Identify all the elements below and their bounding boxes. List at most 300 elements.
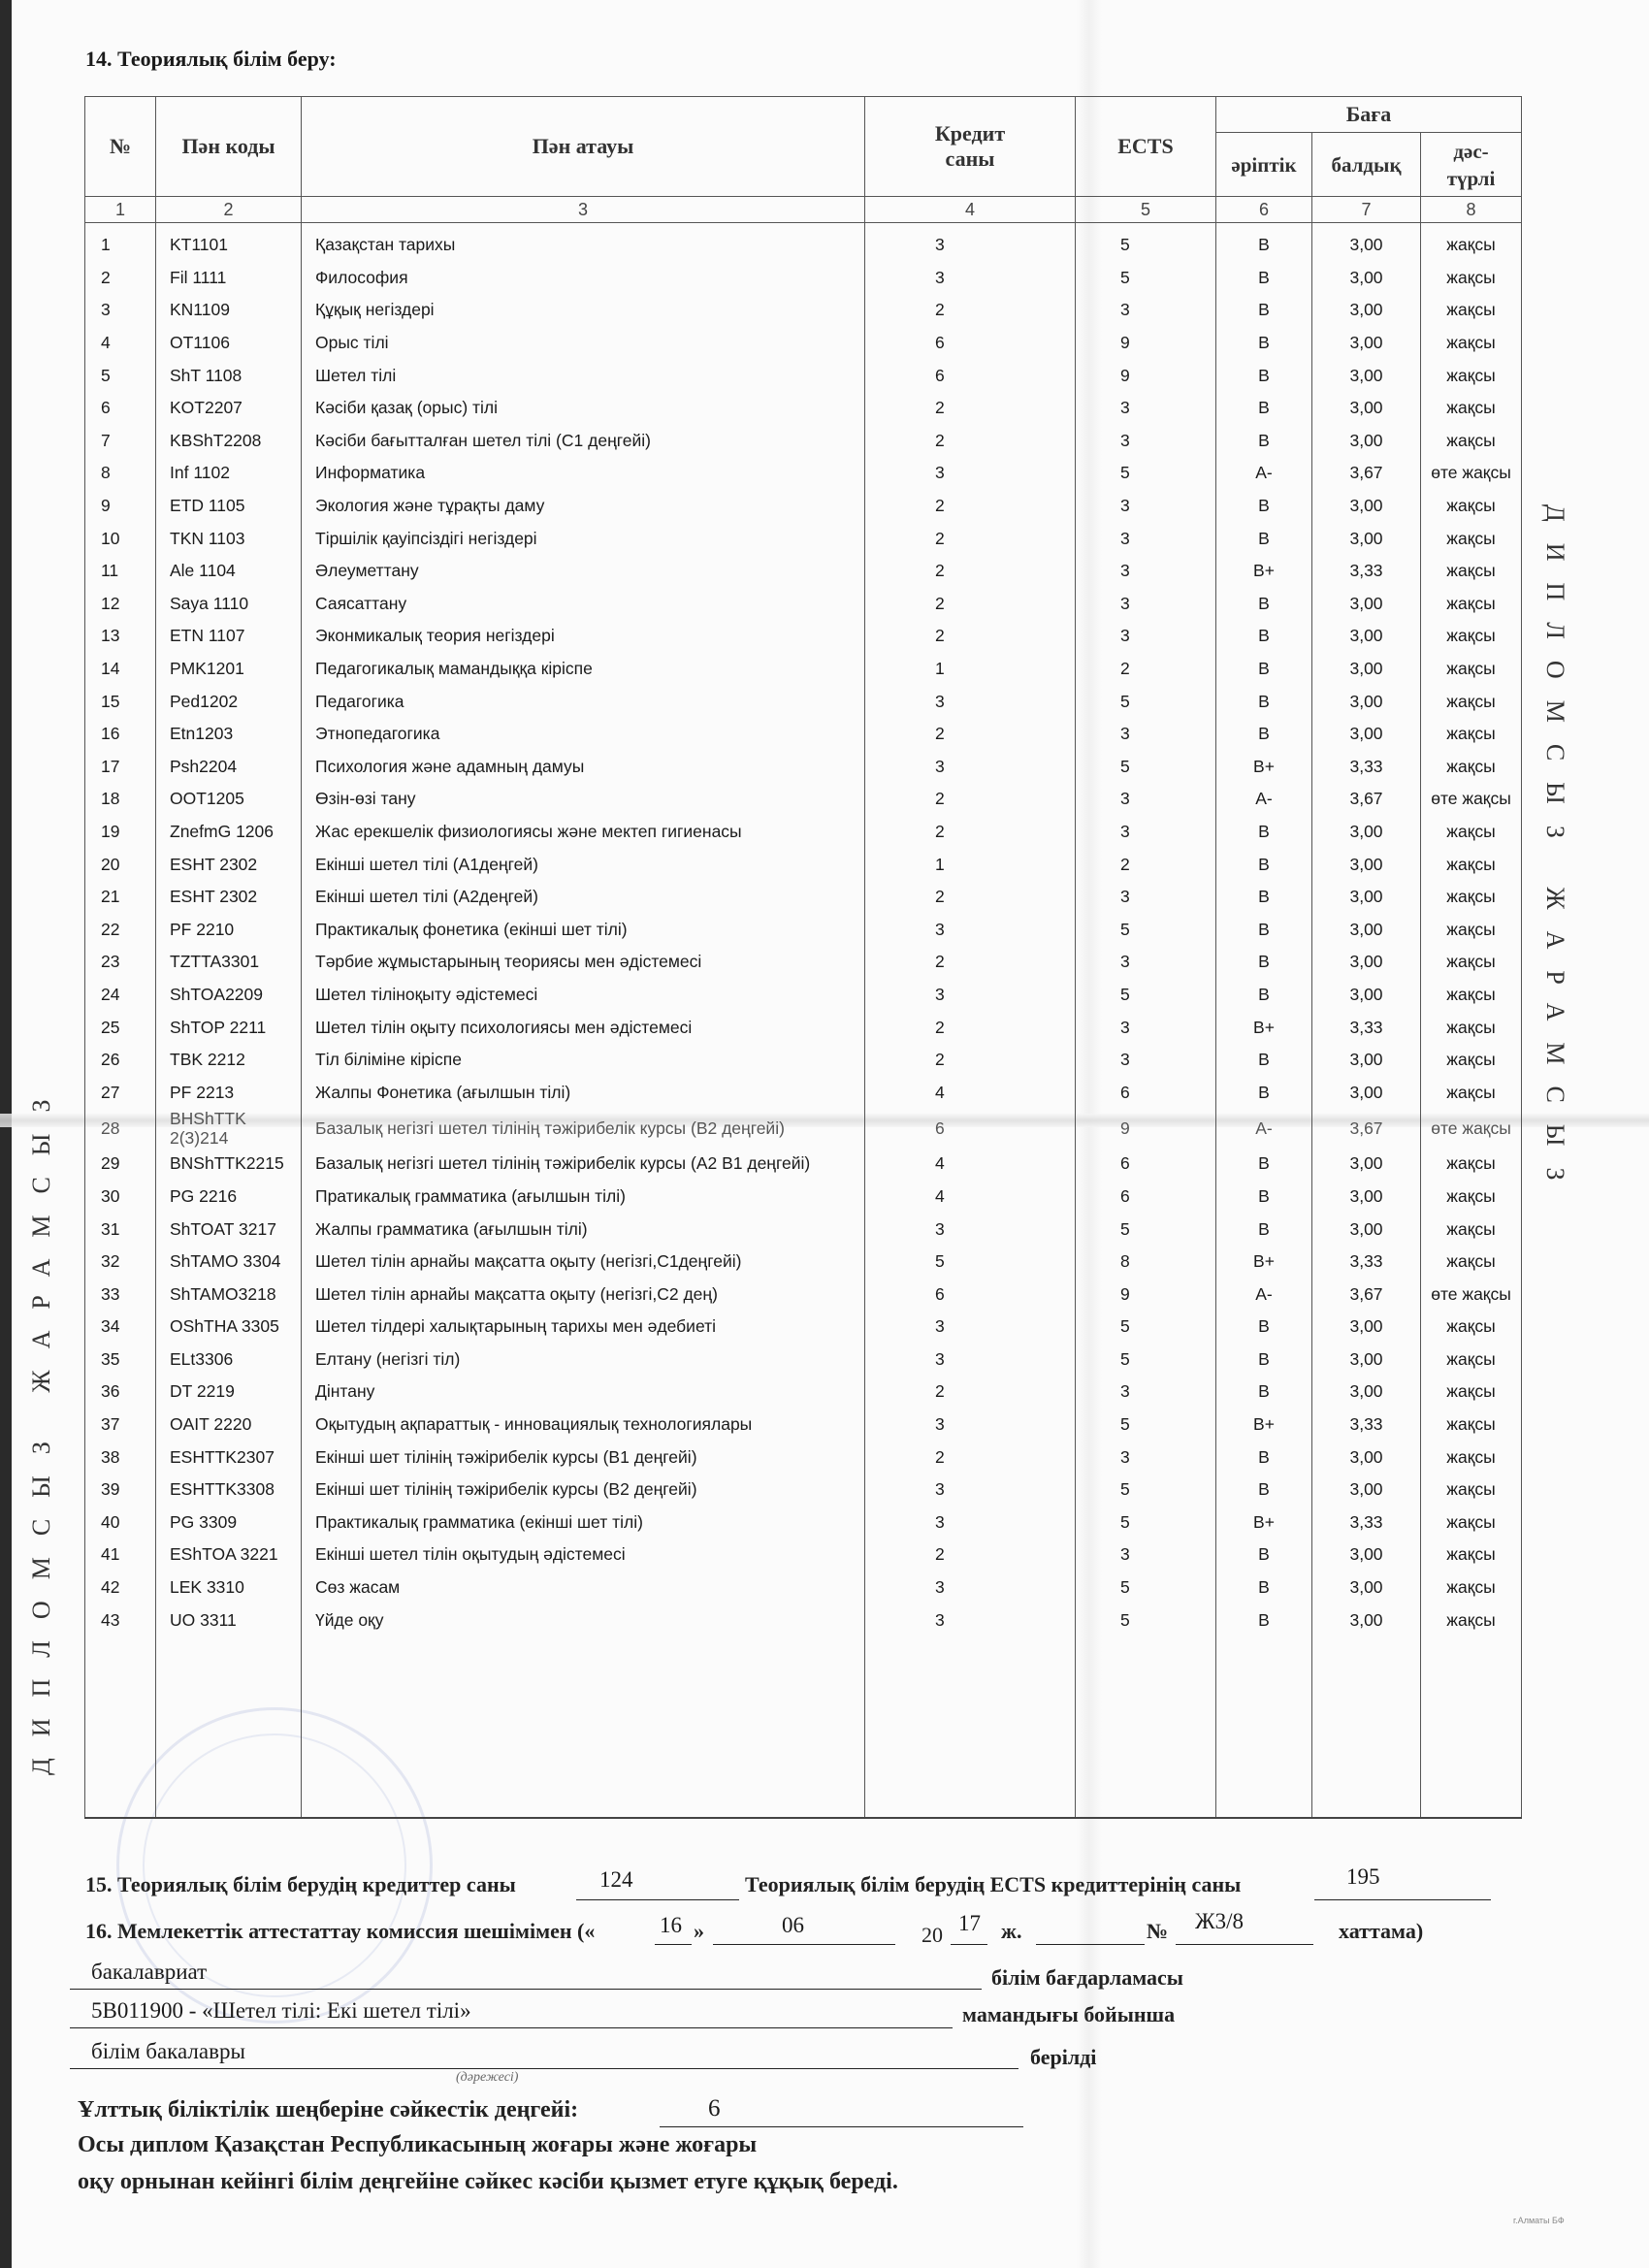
header-points: балдық xyxy=(1312,133,1421,197)
degree-suffix: берілді xyxy=(1030,2045,1097,2069)
cell-letter: B+ xyxy=(1216,1011,1312,1044)
cell-code: ShTOP 2211 xyxy=(156,1011,302,1044)
year-value: 17 xyxy=(958,1911,981,1935)
cell-credits: 3 xyxy=(865,913,1076,946)
cell-name: Тәрбие жұмыстарының теориясы мен әдістемесі xyxy=(302,946,865,979)
table-row xyxy=(85,425,1522,458)
cell-credits: 2 xyxy=(865,620,1076,653)
table-row xyxy=(85,457,1522,490)
cell-code: ETN 1107 xyxy=(156,620,302,653)
grades-table xyxy=(84,96,1522,1819)
cell-letter: B xyxy=(1216,490,1312,523)
table-row xyxy=(85,1011,1522,1044)
cell-points: 3,00 xyxy=(1312,359,1421,392)
cell-name: Практикалық грамматика (екінші шет тілі) xyxy=(302,1507,865,1539)
cell-ects: 3 xyxy=(1076,1441,1216,1474)
cell-ects: 6 xyxy=(1076,1076,1216,1109)
cell-credits: 3 xyxy=(865,262,1076,295)
cell-points: 3,67 xyxy=(1312,783,1421,816)
cell-no: 20 xyxy=(85,848,156,881)
cell-ects: 9 xyxy=(1076,1109,1216,1148)
cell-letter: B xyxy=(1216,223,1312,262)
cell-code: OShTHA 3305 xyxy=(156,1311,302,1344)
cell-name: Пратикалық грамматика (ағылшын тілі) xyxy=(302,1181,865,1214)
scan-edge xyxy=(0,0,12,2268)
cell-credits: 3 xyxy=(865,1344,1076,1377)
cell-code: ESHTTK2307 xyxy=(156,1441,302,1474)
cell-ects: 5 xyxy=(1076,1474,1216,1507)
cell-name: Экология және тұрақты даму xyxy=(302,490,865,523)
cell-letter: B xyxy=(1216,946,1312,979)
empty-cell xyxy=(156,1636,302,1818)
section-16-label xyxy=(85,1919,595,1944)
cell-code: KOT2207 xyxy=(156,392,302,425)
cell-ects: 5 xyxy=(1076,1571,1216,1604)
cell-no: 11 xyxy=(85,555,156,588)
cell-points: 3,00 xyxy=(1312,1311,1421,1344)
cell-ects: 5 xyxy=(1076,262,1216,295)
specialty-underline xyxy=(70,2027,953,2028)
cell-credits: 3 xyxy=(865,1571,1076,1604)
cell-name: Дінтану xyxy=(302,1376,865,1409)
cell-credits: 1 xyxy=(865,653,1076,686)
cell-credits: 2 xyxy=(865,522,1076,555)
cell-points: 3,00 xyxy=(1312,1571,1421,1604)
empty-cell xyxy=(1216,1636,1312,1818)
cell-name: Практикалық фонетика (екінші шет тілі) xyxy=(302,913,865,946)
table-row xyxy=(85,718,1522,751)
quote-open: « xyxy=(584,1919,596,1943)
cell-ects: 9 xyxy=(1076,327,1216,360)
cell-name: Шетел тілін оқыту психологиясы мен әдістемесі xyxy=(302,1011,865,1044)
cell-no: 42 xyxy=(85,1571,156,1604)
header-code: Пән коды xyxy=(156,97,302,197)
cell-traditional: жақсы xyxy=(1421,359,1522,392)
cell-code: DT 2219 xyxy=(156,1376,302,1409)
cell-no: 36 xyxy=(85,1376,156,1409)
cell-traditional: жақсы xyxy=(1421,1441,1522,1474)
side-watermark-left: ДИПЛОМСЫЗ ЖАРАМСЫЗ xyxy=(27,1078,55,1775)
cell-ects: 5 xyxy=(1076,1409,1216,1442)
cell-points: 3,33 xyxy=(1312,555,1421,588)
cell-name: Кәсіби бағытталған шетел тілі (С1 деңгейі) xyxy=(302,425,865,458)
cell-letter: B+ xyxy=(1216,555,1312,588)
cell-ects: 3 xyxy=(1076,490,1216,523)
cell-traditional: өте жақсы xyxy=(1421,1278,1522,1311)
cell-traditional: жақсы xyxy=(1421,946,1522,979)
cell-name: Екінші шетел тілі (А1деңгей) xyxy=(302,848,865,881)
cell-points: 3,00 xyxy=(1312,913,1421,946)
cell-points: 3,00 xyxy=(1312,1604,1421,1636)
cell-letter: B xyxy=(1216,1441,1312,1474)
cell-credits: 2 xyxy=(865,588,1076,621)
protocol-underline xyxy=(1176,1944,1313,1945)
cell-points: 3,00 xyxy=(1312,685,1421,718)
cell-no: 32 xyxy=(85,1246,156,1279)
cell-traditional: жақсы xyxy=(1421,555,1522,588)
cell-credits: 3 xyxy=(865,979,1076,1012)
table-row xyxy=(85,783,1522,816)
cell-points: 3,00 xyxy=(1312,294,1421,327)
cell-code: KT1101 xyxy=(156,223,302,262)
cell-traditional: жақсы xyxy=(1421,620,1522,653)
degree-underline xyxy=(70,2068,1018,2069)
cell-points: 3,67 xyxy=(1312,1278,1421,1311)
cell-points: 3,67 xyxy=(1312,457,1421,490)
cell-letter: B xyxy=(1216,359,1312,392)
table-row xyxy=(85,979,1522,1012)
cell-credits: 3 xyxy=(865,1604,1076,1636)
cell-ects: 3 xyxy=(1076,1011,1216,1044)
cell-code: TBK 2212 xyxy=(156,1044,302,1077)
header-name: Пән атауы xyxy=(302,97,865,197)
cell-no: 18 xyxy=(85,783,156,816)
cell-letter: B xyxy=(1216,1604,1312,1636)
cell-no: 24 xyxy=(85,979,156,1012)
table-row xyxy=(85,1311,1522,1344)
cell-credits: 6 xyxy=(865,327,1076,360)
cell-points: 3,00 xyxy=(1312,262,1421,295)
cell-points: 3,00 xyxy=(1312,1539,1421,1571)
cell-traditional: жақсы xyxy=(1421,1539,1522,1571)
cell-points: 3,00 xyxy=(1312,1181,1421,1214)
cell-credits: 2 xyxy=(865,425,1076,458)
cell-credits: 2 xyxy=(865,1441,1076,1474)
cell-traditional: жақсы xyxy=(1421,1571,1522,1604)
cell-name: Елтану (негізгі тіл) xyxy=(302,1344,865,1377)
cell-points: 3,33 xyxy=(1312,1246,1421,1279)
table-row xyxy=(85,327,1522,360)
cell-points: 3,00 xyxy=(1312,522,1421,555)
cell-no: 33 xyxy=(85,1278,156,1311)
cell-no: 40 xyxy=(85,1507,156,1539)
cell-credits: 2 xyxy=(865,881,1076,914)
cell-points: 3,33 xyxy=(1312,1011,1421,1044)
quote-close: » xyxy=(694,1919,704,1943)
cell-no: 5 xyxy=(85,359,156,392)
cell-credits: 3 xyxy=(865,1409,1076,1442)
cell-letter: B xyxy=(1216,522,1312,555)
cell-letter: B xyxy=(1216,1181,1312,1214)
cell-code: EShTOA 3221 xyxy=(156,1539,302,1571)
cell-ects: 6 xyxy=(1076,1148,1216,1181)
cell-name: Екінші шетел тілі (А2деңгей) xyxy=(302,881,865,914)
table-row xyxy=(85,1539,1522,1571)
cell-traditional: жақсы xyxy=(1421,1246,1522,1279)
cell-code: ELt3306 xyxy=(156,1344,302,1377)
cell-ects: 3 xyxy=(1076,1044,1216,1077)
cell-letter: B xyxy=(1216,1376,1312,1409)
table-row xyxy=(85,1148,1522,1181)
cell-ects: 3 xyxy=(1076,881,1216,914)
table-row xyxy=(85,653,1522,686)
cell-credits: 3 xyxy=(865,685,1076,718)
cell-letter: B xyxy=(1216,881,1312,914)
cell-credits: 2 xyxy=(865,490,1076,523)
table-row xyxy=(85,946,1522,979)
cell-name: Тіршілік қауіпсіздігі негіздері xyxy=(302,522,865,555)
cell-code: Inf 1102 xyxy=(156,457,302,490)
cell-credits: 6 xyxy=(865,1109,1076,1148)
cell-no: 35 xyxy=(85,1344,156,1377)
protocol-label: хаттама) xyxy=(1339,1919,1424,1943)
cell-no: 27 xyxy=(85,1076,156,1109)
protocol-number: Ж3/8 xyxy=(1195,1909,1244,1933)
empty-cell xyxy=(1076,1636,1216,1818)
cell-ects: 9 xyxy=(1076,359,1216,392)
cell-letter: B+ xyxy=(1216,751,1312,784)
cell-code: KN1109 xyxy=(156,294,302,327)
year-abbr: ж. xyxy=(1001,1919,1022,1943)
cell-letter: B xyxy=(1216,979,1312,1012)
cell-points: 3,33 xyxy=(1312,1409,1421,1442)
cell-code: PF 2213 xyxy=(156,1076,302,1109)
cell-traditional: жақсы xyxy=(1421,1044,1522,1077)
table-row xyxy=(85,555,1522,588)
cell-traditional: жақсы xyxy=(1421,1076,1522,1109)
cell-letter: B xyxy=(1216,392,1312,425)
cell-traditional: жақсы xyxy=(1421,653,1522,686)
cell-letter: B xyxy=(1216,1344,1312,1377)
table-row xyxy=(85,913,1522,946)
qualification-value: 6 xyxy=(708,2095,721,2122)
cell-letter: B xyxy=(1216,1474,1312,1507)
cell-no: 7 xyxy=(85,425,156,458)
cell-points: 3,00 xyxy=(1312,1148,1421,1181)
cell-ects: 3 xyxy=(1076,620,1216,653)
cell-code: Fil 1111 xyxy=(156,262,302,295)
day-underline xyxy=(655,1944,692,1945)
cell-traditional: жақсы xyxy=(1421,848,1522,881)
cell-credits: 3 xyxy=(865,1213,1076,1246)
cell-points: 3,33 xyxy=(1312,1507,1421,1539)
cell-ects: 5 xyxy=(1076,913,1216,946)
cell-no: 8 xyxy=(85,457,156,490)
cell-letter: B xyxy=(1216,620,1312,653)
cell-code: OT1106 xyxy=(156,327,302,360)
cell-code: BHShTTK 2(3)214 xyxy=(156,1109,302,1148)
program-level: бакалавриат xyxy=(91,1960,208,1984)
cell-letter: B xyxy=(1216,1213,1312,1246)
specialty-suffix: мамандығы бойынша xyxy=(962,2002,1176,2026)
cell-letter: B xyxy=(1216,1076,1312,1109)
cell-code: OOT1205 xyxy=(156,783,302,816)
cell-letter: A- xyxy=(1216,783,1312,816)
cell-traditional: жақсы xyxy=(1421,1376,1522,1409)
cell-letter: A- xyxy=(1216,1109,1312,1148)
cell-no: 41 xyxy=(85,1539,156,1571)
cell-code: TZTTA3301 xyxy=(156,946,302,979)
table-row xyxy=(85,881,1522,914)
cell-traditional: жақсы xyxy=(1421,1344,1522,1377)
cell-points: 3,00 xyxy=(1312,425,1421,458)
qualification-label: Ұлттық біліктілік шеңберіне сәйкестік деңгейі: xyxy=(78,2097,579,2122)
cell-code: OAIT 2220 xyxy=(156,1409,302,1442)
cell-traditional: жақсы xyxy=(1421,327,1522,360)
table-row xyxy=(85,392,1522,425)
header-letter: әріптік xyxy=(1216,133,1312,197)
cell-points: 3,00 xyxy=(1312,718,1421,751)
table-row xyxy=(85,262,1522,295)
cell-credits: 3 xyxy=(865,457,1076,490)
table-row xyxy=(85,522,1522,555)
cell-letter: B xyxy=(1216,718,1312,751)
cell-points: 3,00 xyxy=(1312,327,1421,360)
cell-code: ShTOAT 3217 xyxy=(156,1213,302,1246)
cell-ects: 3 xyxy=(1076,555,1216,588)
cell-points: 3,00 xyxy=(1312,816,1421,849)
cell-traditional: жақсы xyxy=(1421,1507,1522,1539)
section-14-title: 14. Теориялық білім беру: xyxy=(85,47,337,71)
table-row xyxy=(85,294,1522,327)
table-row xyxy=(85,588,1522,621)
cell-points: 3,00 xyxy=(1312,1076,1421,1109)
column-number: 4 xyxy=(865,197,1076,223)
cell-points: 3,33 xyxy=(1312,751,1421,784)
cell-no: 1 xyxy=(85,223,156,262)
cell-traditional: жақсы xyxy=(1421,913,1522,946)
column-number: 8 xyxy=(1421,197,1522,223)
cell-credits: 5 xyxy=(865,1246,1076,1279)
qualification-underline xyxy=(660,2126,1023,2127)
cell-name: Шетел тіліноқыту әдістемесі xyxy=(302,979,865,1012)
table-row xyxy=(85,490,1522,523)
cell-name: Екінші шет тілінің тәжірибелік курсы (В2 деңгейі) xyxy=(302,1474,865,1507)
specialty-value: 5В011900 - «Шетел тілі: Екі шетел тілі» xyxy=(91,1998,471,2023)
cell-traditional: жақсы xyxy=(1421,1148,1522,1181)
cell-points: 3,00 xyxy=(1312,979,1421,1012)
table-row xyxy=(85,751,1522,784)
cell-credits: 2 xyxy=(865,718,1076,751)
side-watermark-right: ДИПЛОМСЫЗ ЖАРАМСЫЗ xyxy=(1541,504,1569,1202)
cell-letter: B xyxy=(1216,816,1312,849)
cell-name: Жалпы Фонетика (ағылшын тілі) xyxy=(302,1076,865,1109)
cell-name: Базалық негізгі шетел тілінің тәжірибелік курсы (В2 деңгейі) xyxy=(302,1109,865,1148)
table-row xyxy=(85,1604,1522,1636)
cell-code: ShT 1108 xyxy=(156,359,302,392)
cell-credits: 6 xyxy=(865,1278,1076,1311)
month-value: 06 xyxy=(782,1913,804,1937)
cell-code: BNShTTK2215 xyxy=(156,1148,302,1181)
cell-letter: B+ xyxy=(1216,1246,1312,1279)
cell-points: 3,00 xyxy=(1312,1441,1421,1474)
cell-code: ESHT 2302 xyxy=(156,848,302,881)
header-ects: ECTS xyxy=(1076,97,1216,197)
cell-name: Екінші шетел тілін оқытудың әдістемесі xyxy=(302,1539,865,1571)
cell-ects: 3 xyxy=(1076,718,1216,751)
cell-ects: 5 xyxy=(1076,457,1216,490)
cell-ects: 3 xyxy=(1076,1376,1216,1409)
cell-no: 3 xyxy=(85,294,156,327)
cell-no: 34 xyxy=(85,1311,156,1344)
table-filler-row xyxy=(85,1636,1522,1818)
cell-name: Үйде оқу xyxy=(302,1604,865,1636)
cell-name: Оқытудың ақпараттық - инновациялық технологиялары xyxy=(302,1409,865,1442)
cell-letter: B xyxy=(1216,425,1312,458)
cell-name: Шетел тілін арнайы мақсатта оқыту (негізгі,С1деңгейі) xyxy=(302,1246,865,1279)
cell-no: 13 xyxy=(85,620,156,653)
cell-ects: 5 xyxy=(1076,1507,1216,1539)
cell-credits: 3 xyxy=(865,223,1076,262)
cell-traditional: жақсы xyxy=(1421,522,1522,555)
column-number: 5 xyxy=(1076,197,1216,223)
ects-underline xyxy=(1314,1899,1491,1900)
cell-code: PG 3309 xyxy=(156,1507,302,1539)
cell-traditional: жақсы xyxy=(1421,1181,1522,1214)
cell-no: 10 xyxy=(85,522,156,555)
table-row xyxy=(85,1109,1522,1148)
cell-code: ShTAMO 3304 xyxy=(156,1246,302,1279)
section-16-text: 16. Мемлекеттік аттестаттау комиссия шешімімен ( xyxy=(85,1919,585,1943)
cell-name: Шетел тілін арнайы мақсатта оқыту (негізгі,С2 дең) xyxy=(302,1278,865,1311)
table-row xyxy=(85,223,1522,262)
cell-credits: 2 xyxy=(865,392,1076,425)
cell-letter: A- xyxy=(1216,457,1312,490)
cell-traditional: жақсы xyxy=(1421,490,1522,523)
cell-traditional: жақсы xyxy=(1421,881,1522,914)
cell-letter: B xyxy=(1216,913,1312,946)
year-prefix: 20 xyxy=(922,1923,943,1947)
cell-no: 19 xyxy=(85,816,156,849)
table-row xyxy=(85,685,1522,718)
cell-code: LEK 3310 xyxy=(156,1571,302,1604)
degree-caption: (дәрежесі) xyxy=(456,2070,519,2085)
cell-credits: 3 xyxy=(865,1474,1076,1507)
cell-traditional: жақсы xyxy=(1421,223,1522,262)
cell-no: 31 xyxy=(85,1213,156,1246)
cell-points: 3,00 xyxy=(1312,653,1421,686)
cell-ects: 3 xyxy=(1076,783,1216,816)
cell-no: 39 xyxy=(85,1474,156,1507)
cell-traditional: өте жақсы xyxy=(1421,457,1522,490)
cell-letter: B xyxy=(1216,653,1312,686)
cell-name: Қазақстан тарихы xyxy=(302,223,865,262)
cell-no: 21 xyxy=(85,881,156,914)
cell-ects: 5 xyxy=(1076,1311,1216,1344)
cell-letter: B xyxy=(1216,1148,1312,1181)
cell-ects: 3 xyxy=(1076,392,1216,425)
cell-no: 17 xyxy=(85,751,156,784)
cell-no: 14 xyxy=(85,653,156,686)
table-row xyxy=(85,1213,1522,1246)
program-level-suffix: білім бағдарламасы xyxy=(991,1965,1183,1990)
cell-credits: 2 xyxy=(865,1376,1076,1409)
cell-ects: 5 xyxy=(1076,223,1216,262)
cell-no: 22 xyxy=(85,913,156,946)
cell-ects: 5 xyxy=(1076,751,1216,784)
table-row xyxy=(85,1507,1522,1539)
column-number: 3 xyxy=(302,197,865,223)
cell-letter: B+ xyxy=(1216,1507,1312,1539)
table-row xyxy=(85,1376,1522,1409)
cell-no: 23 xyxy=(85,946,156,979)
grade-rows xyxy=(85,223,1522,1819)
printer-mark: г.Алматы БФ xyxy=(1513,2216,1565,2225)
cell-no: 26 xyxy=(85,1044,156,1077)
cell-ects: 5 xyxy=(1076,979,1216,1012)
table-row xyxy=(85,1044,1522,1077)
cell-name: Құқық негіздері xyxy=(302,294,865,327)
table-row xyxy=(85,359,1522,392)
table-row xyxy=(85,1571,1522,1604)
column-number: 7 xyxy=(1312,197,1421,223)
cell-traditional: жақсы xyxy=(1421,751,1522,784)
cell-code: PF 2210 xyxy=(156,913,302,946)
cell-name: Тіл біліміне кіріспе xyxy=(302,1044,865,1077)
cell-credits: 2 xyxy=(865,294,1076,327)
cell-name: Эконмикалық теория негіздері xyxy=(302,620,865,653)
cell-ects: 3 xyxy=(1076,1539,1216,1571)
